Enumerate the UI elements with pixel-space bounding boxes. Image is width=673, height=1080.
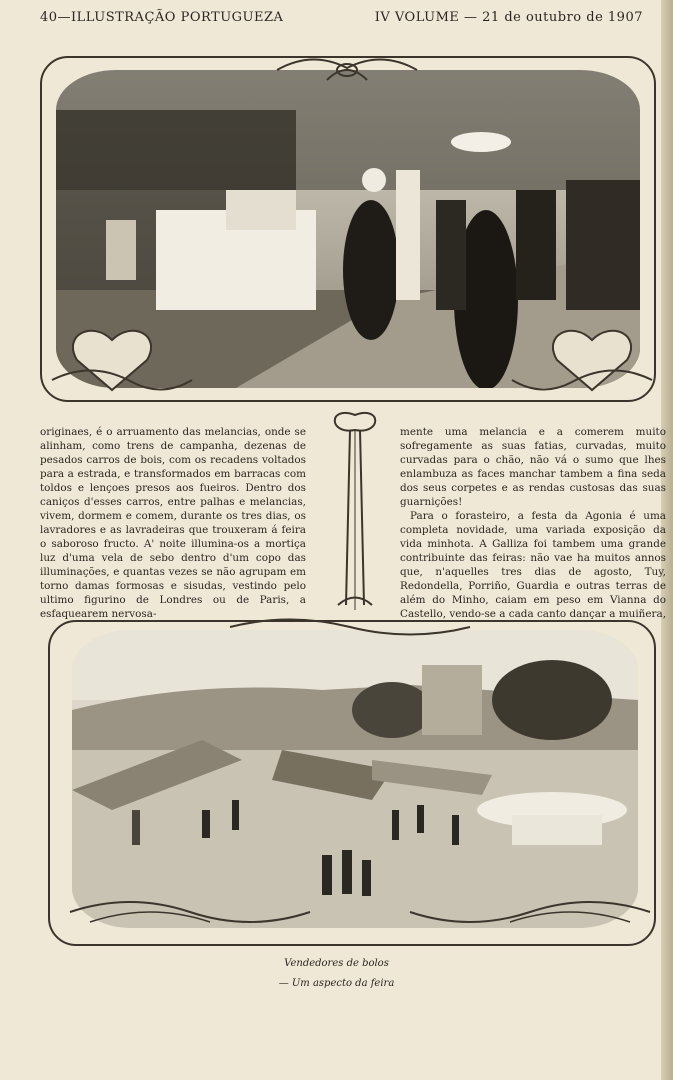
bottom-photo-frame	[48, 620, 656, 946]
right-column-paragraph-2: Para o forasteiro, a festa da Agonia é uma completa novidade, uma variada exposição da vida minhota. A Galliza foi tambem uma grande contribuinte das feiras: não vae ha muitos annos que, n'aquelles tres dias de agosto, Tuy, Redondella, Porriño, Guardia e outras terras de além do Minho, caiam em peso em Vianna do Castello, vendo-se a cada canto dançar a muiñera,	[400, 510, 666, 620]
text-column-right	[400, 425, 666, 620]
caption-bottom: — Um aspecto da feira	[278, 978, 395, 989]
frame-ornament-top-center	[230, 612, 470, 642]
ribbon-ornament	[318, 405, 393, 620]
frame-ornament-bottom-left	[70, 882, 310, 932]
frame-ornament-top	[272, 50, 422, 90]
left-column-paragraph: originaes, é o arruamento das melancias, onde se alinham, como trens de campanha, dezenas de pesados carros de bois, com os recadens voltados para a estrada, e transformados em barracas com toldos e lençoes presos aos fueiros. Dentro dos caniços d'esses carros, entre palhas e melancias, vivem, dormem e comem, durante os tres dias, os lavradores e as lavradeiras que trouxeram á feira o saboroso fructo. A' noite illumina-os a mortiça luz d'uma vela de sebo dentro d'um copo das illuminações, e quantas vezes se não agrupam em torno damas formosas e sisudas, vestindo pelo ultimo figurino de Londres ou de Paris, a esfaquearem nervosa-	[40, 426, 306, 620]
header-title: 40—ILLUSTRAÇÃO PORTUGUEZA	[40, 10, 284, 25]
frame-ornament-bottom-right	[410, 882, 650, 932]
page-header	[40, 10, 643, 30]
heart-ornament-right	[512, 320, 652, 400]
right-column-paragraph-1: mente uma melancia e a comerem muito sofregamente as suas fatias, curvadas, muito curvadas para o chão, não vá o sumo que lhes enlambuza as faces manchar tambem a fina seda dos seus corpetes e as rendas custosas das suas guarnições!	[400, 426, 666, 508]
top-photo-frame	[40, 56, 656, 402]
header-date: IV VOLUME — 21 de outubro de 1907	[374, 10, 643, 25]
caption-top: Vendedores de bolos	[284, 958, 389, 969]
text-column-left	[40, 425, 306, 620]
heart-ornament-left	[52, 320, 192, 400]
